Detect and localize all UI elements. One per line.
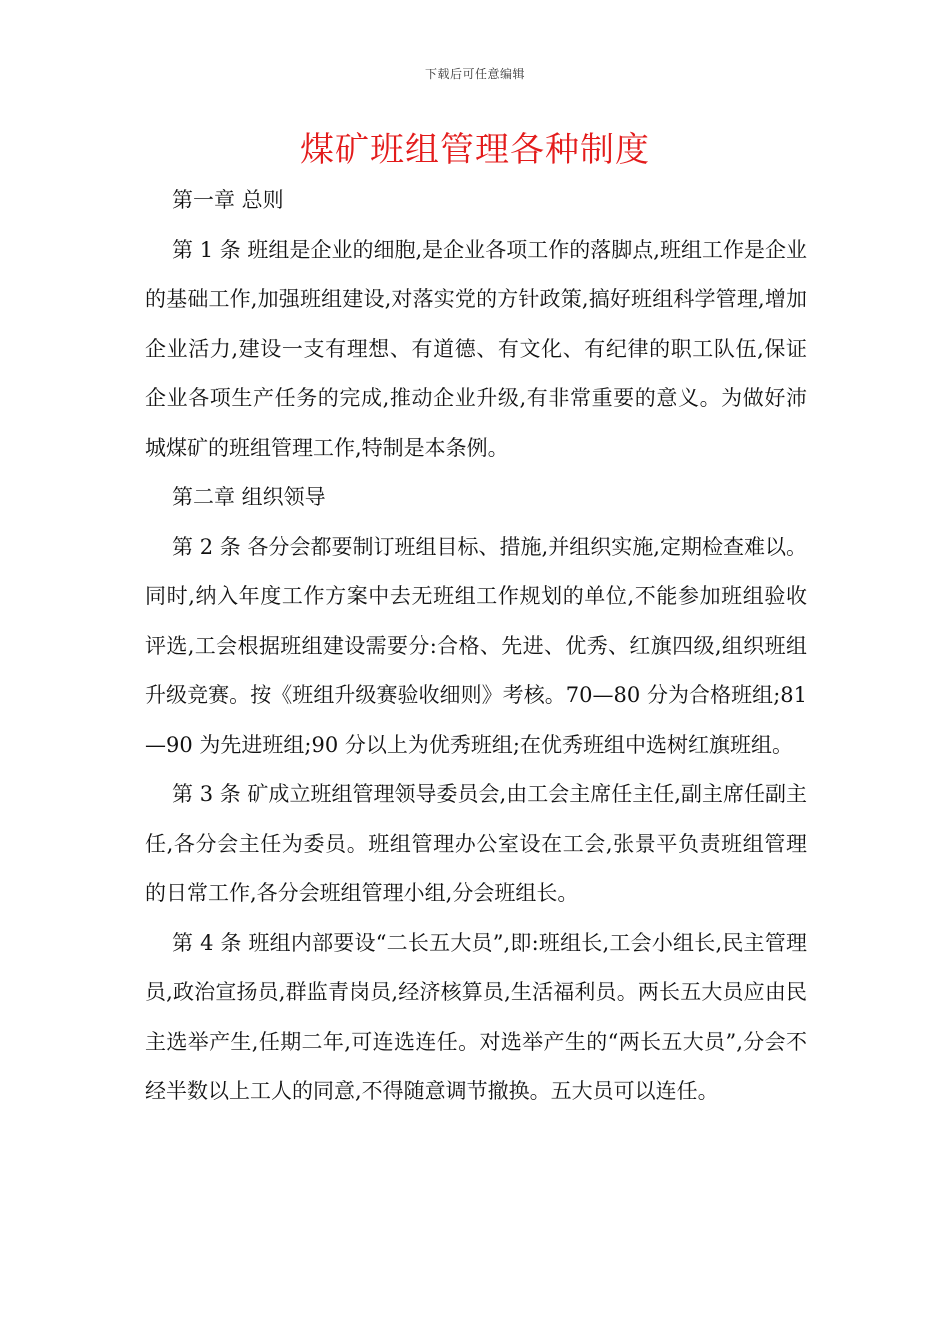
chapter-heading-2: 第二章 组织领导 xyxy=(172,485,326,509)
document-title: 煤矿班组管理各种制度 xyxy=(300,130,650,170)
document-body xyxy=(145,176,807,1117)
article-2: 第 2 条 各分会都要制订班组目标、措施,并组织实施,定期检查难以。同时,纳入年度工作方案中去无班组工作规划的单位,不能参加班组验收评选,工会根据班组建设需要分:合格、先进、优秀、红旗四级,组织班组升级竞赛。按《班组升级赛验收细则》考核。70—80 分为合格班组;81—90 为先进班组;90 分以上为优秀班组;在优秀班组中选树红旗班组。 xyxy=(145,534,807,757)
chapter-heading-1: 第一章 总则 xyxy=(172,188,284,212)
article-3: 第 3 条 矿成立班组管理领导委员会,由工会主席任主任,副主席任副主任,各分会主任为委员。班组管理办公室设在工会,张景平负责班组管理的日常工作,各分会班组管理小组,分会班组长。 xyxy=(145,782,807,905)
header-note: 下载后可任意编辑 xyxy=(424,67,525,81)
article-1: 第 1 条 班组是企业的细胞,是企业各项工作的落脚点,班组工作是企业的基础工作,加强班组建设,对落实党的方针政策,搞好班组科学管理,增加企业活力,建设一支有理想、有道德、有文化、有纪律的职工队伍,保证企业各项生产任务的完成,推动企业升级,有非常重要的意义。为做好沛城煤矿的班组管理工作,特制是本条例。 xyxy=(145,237,807,460)
article-4: 第 4 条 班组内部要设“二长五大员”,即:班组长,工会小组长,民主管理员,政治宣扬员,群监青岗员,经济核算员,生活福利员。两长五大员应由民主选举产生,任期二年,可连选连任。对选举产生的“两长五大员”,分会不经半数以上工人的同意,不得随意调节撤换。五大员可以连任。 xyxy=(145,930,807,1103)
